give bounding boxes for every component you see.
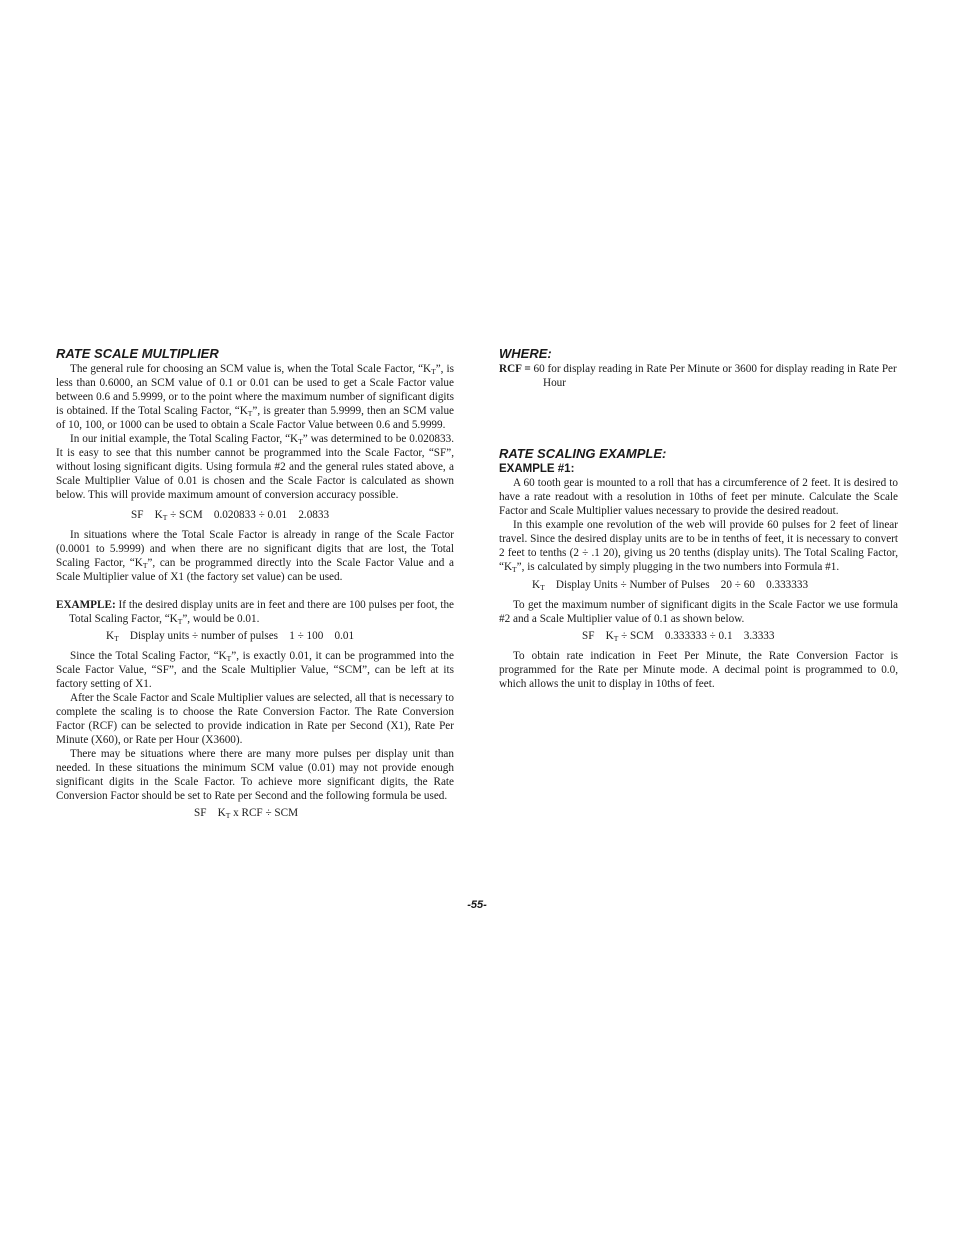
formula-kt-rate: $K_T$ Display Units ÷ Number of Pulses 20 ÷ 60 0.333333 xyxy=(532,579,809,592)
left-column xyxy=(56,346,454,826)
formula-kt-example: $K_T$ Display units ÷ number of pulses 1 ÷ 100 0.01 xyxy=(106,630,355,643)
left-paragraph-4: Since the Total Scaling Factor, “$K_T$”, is exactly 0.01, it can be programmed into the Scale Factor Value, “SF”, and the Scale Multiplier Value, “SCM”, can be left at its factory setting of X1. xyxy=(56,650,454,690)
spacer xyxy=(499,390,898,446)
rate-scaling-example-heading: RATE SCALING EXAMPLE: xyxy=(499,446,667,461)
right-paragraph-1: A 60 tooth gear is mounted to a roll that has a circumference of 2 feet. It is desired to have a rate readout with a resolution in 10ths of feet per minute. Calculate the Scale Factor and Scale Multiplier values necessary to provide the desired readout. xyxy=(499,477,898,517)
formula-sf-rate: SF $K_T$ ÷ SCM 0.333333 ÷ 0.1 3.3333 xyxy=(582,630,775,643)
right-paragraph-3: To get the maximum number of significant digits in the Scale Factor we use formula #2 and a Scale Multiplier value of 0.1 as shown below. xyxy=(499,599,898,625)
left-paragraph-3: In situations where the Total Scale Factor is already in range of the Scale Factor (0.0001 to 5.9999) and when there are no significant digits that are lost, the Total Scaling Factor, “$K_T$”, can be programmed directly into the Scale Factor Value and a Scale Multiplier value of X1 (the factory set value) can be used. xyxy=(56,529,454,583)
left-paragraph-1: The general rule for choosing an SCM value is, when the Total Scale Factor, “$K_T$”, is less than 0.6000, an SCM value of 0.1 or 0.01 can be used to get a Scale Factor value between 0.6 and 5.9999, or to the point where the maximum number of significant digits is obtained. If the Total Scaling Factor, “$K_T$”, is greater than 5.9999, then an SCM value of 10, 100, or 1000 can be used to obtain a Scale Factor Value between 0.6 and 5.9999. xyxy=(56,363,455,431)
where-heading: WHERE: xyxy=(499,346,552,361)
right-column xyxy=(499,346,898,691)
left-paragraph-5: After the Scale Factor and Scale Multiplier values are selected, all that is necessary to complete the scaling is to choose the Rate Conversion Factor. The Rate Conversion Factor (RCF) can be selected to provide indication in Rate per Second (X1), Rate Per Minute (X60), or Rate per Hour (X3600). xyxy=(56,692,454,746)
rate-scale-multiplier-heading: RATE SCALE MULTIPLIER xyxy=(56,346,219,361)
left-paragraph-6: There may be situations where there are many more pulses per display unit than needed. In these situations the minimum SCM value (0.01) may not provide enough significant digits in the Scale Factor. To achieve more significant digits, the Rate Conversion Factor should be set to Rate per Second and the following formula be used. xyxy=(56,748,454,802)
spacer xyxy=(56,584,454,598)
right-paragraph-2: In this example one revolution of the web will provide 60 pulses for 2 feet of linear travel. Since the desired display units are to be in tenths of feet, it is necessary to convert 2 feet to tenths (2 ÷ .1 20), giving us 20 tenths (display units). The Total Scaling Factor, “$K_T$”, is calculated by simply plugging in the two numbers into Formula #1. xyxy=(499,519,898,574)
formula-sf-rcf: SF $K_T$ x RCF ÷ SCM xyxy=(194,807,299,820)
left-paragraph-2: In our initial example, the Total Scaling Factor, “$K_T$” was determined to be 0.020833. It is easy to see that this number cannot be programmed into the Scale Factor, “SF”, without losing significant digits. Using formula #2 and the general rules stated above, a Scale Multiplier Value of 0.01 is chosen and the Scale Factor is calculated as shown below. This will provide maximum amount of conversion accuracy possible. xyxy=(56,433,454,501)
example-paragraph: EXAMPLE: If the desired display units are in feet and there are 100 pulses per foot, the Total Scaling Factor, “$K_T$”, would be 0.01. xyxy=(56,599,454,626)
where-definition: RCF = 60 for display reading in Rate Per Minute or 3600 for display reading in Rate Per Hour xyxy=(499,363,897,389)
formula-sf-initial: SF $K_T$ ÷ SCM 0.020833 ÷ 0.01 2.0833 xyxy=(131,509,330,522)
right-paragraph-4: To obtain rate indication in Feet Per Minute, the Rate Conversion Factor is programmed for the Rate per Minute mode. A decimal point is programmed to 0.0, which allows the unit to display in 10ths of feet. xyxy=(499,650,898,690)
page-number: -55- xyxy=(467,899,487,911)
example-1-subheading: EXAMPLE #1: xyxy=(499,463,575,475)
